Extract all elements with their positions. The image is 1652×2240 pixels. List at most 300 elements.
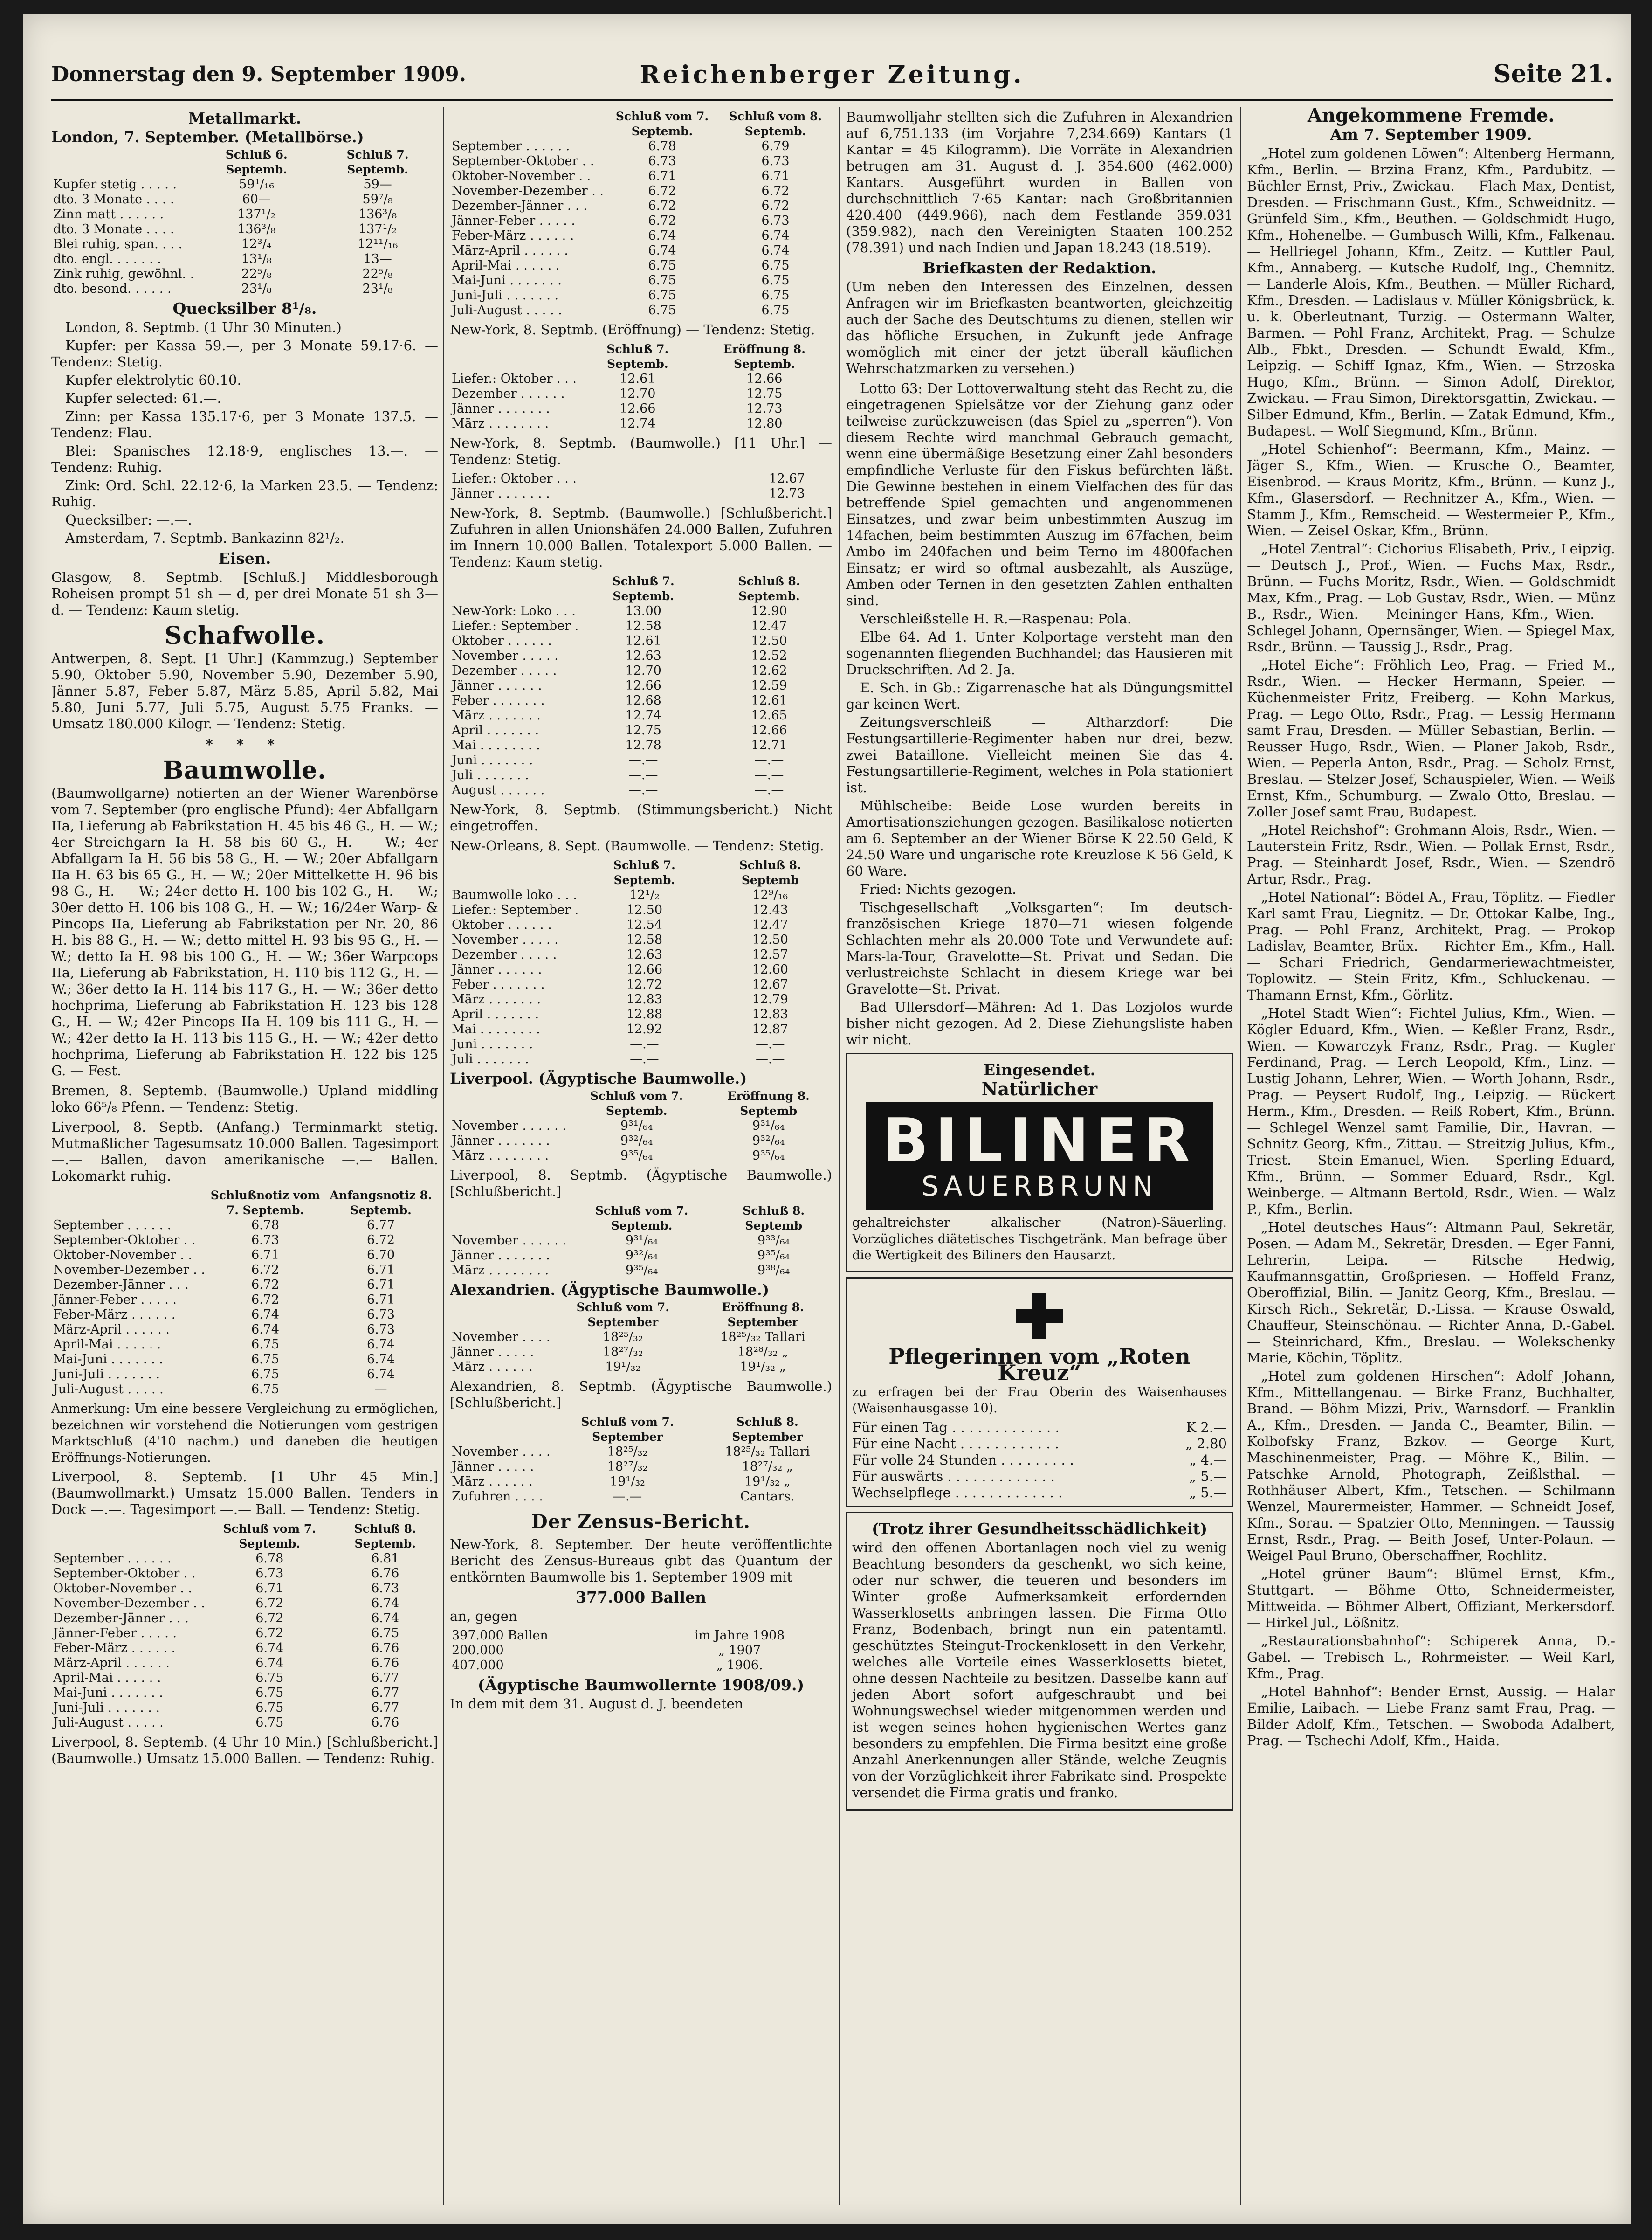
table-row: [450, 416, 832, 431]
london-metal-table: [51, 147, 438, 297]
row-value: 6.75: [648, 303, 676, 318]
price-label: Für auswärts . . . . . . . . . . . . .: [852, 1468, 1055, 1484]
table-row: [450, 1459, 832, 1474]
table-header: Schluß vom 7. September: [581, 1415, 674, 1444]
table-header-row: [450, 1089, 832, 1119]
newspaper-title: Reichenberger Zeitung.: [640, 61, 1025, 89]
table-header: Schluß vom 7. September: [576, 1300, 669, 1329]
row-value: 6.75: [761, 288, 790, 303]
row-value: 6.75: [371, 1626, 399, 1640]
row-value: —.—: [628, 768, 658, 782]
row-value: 6.75: [648, 273, 676, 288]
row-value: 6.72: [648, 214, 676, 228]
table-header: [450, 109, 606, 139]
trotz-ad: [846, 1512, 1233, 1811]
row-value: 12.66: [625, 678, 661, 693]
table-row: [450, 471, 832, 486]
list-item: „Hotel Schienhof“: Beermann, Kfm., Mainz. — Jäger S., Kfm., Wien. — Krusche O., Beamter, Eisenbrod. — Kraus Moritz, Kfm., Brünn. — Kunz J., Kfm., Glasersdorf. — Rechnitzer A., Kfm., Wien. — Stamm J., Kfm., Remscheid. — Westermeier P., Kfm., Wien. — Zeisel Oskar, Kfm., Brünn.: [1247, 441, 1615, 539]
row-value: 13.00: [625, 604, 661, 618]
list-item: „Hotel deutsches Haus“: Altmann Paul, Sekretär, Posen. — Adam M., Sekretär, Dresden. — Eger Fanni, Lehrerin, Leipa. — Ritsche Hedwig, Kaufmannsgattin, Großpriesen. — Hoffeld Franz, Oberoffizial, Bilin. — Janitz Georg, Kfm., Breslau. — Kirsch Rich., Sekretär, D.-Lissa. — Krause Oswald, Chauffeur, Steinschönau. — Richter Anna, D.-Gabel. — Steinrichard, Kfm., Breslau. — Wolekschenky Marie, Köchin, Töplitz.: [1247, 1219, 1615, 1366]
row-value: 12⁹/₁₆: [752, 888, 788, 902]
list-item: Elbe 64. Ad 1. Unter Kolportage versteht man den sogenannten fliegenden Buchhandel; das Hausieren mit Druckschriften. Ad 2. Ja.: [846, 629, 1233, 678]
table-row: [51, 1611, 438, 1626]
row-value: 6.75: [761, 303, 790, 318]
row-label: Dezember . . . . .: [452, 664, 557, 678]
table-row: [51, 1233, 438, 1248]
bremen-report: Bremen, 8. Septemb. (Baumwolle.) Upland middling loko 66⁵/₈ Pfenn. — Tendenz: Stetig.: [51, 1083, 438, 1115]
price-label: Für eine Nacht . . . . . . . . . . . .: [852, 1436, 1059, 1452]
row-value: Cantars.: [740, 1489, 795, 1504]
row-value: 6.75: [255, 1715, 284, 1730]
row-label: dto. 3 Monate . . . .: [53, 192, 174, 207]
row-label: September . . . . . .: [53, 1551, 172, 1566]
list-item: Quecksilber: —.—.: [65, 512, 192, 528]
row-value: 19¹/₃₂: [610, 1474, 645, 1489]
table-row: [450, 918, 832, 933]
table-header: Eröffnung 8. Septemb: [727, 1089, 810, 1118]
row-value: 6.74: [255, 1656, 284, 1670]
row-label: Jänner . . . . .: [452, 1459, 534, 1474]
table-row: [450, 738, 832, 753]
row-value: 6.73: [251, 1233, 280, 1247]
row-label: Liefer.: September .: [452, 903, 579, 917]
table-row: [450, 783, 832, 798]
table-row: [51, 1566, 438, 1581]
table-row: [51, 1656, 438, 1671]
row-value: 12³/₄: [241, 237, 272, 251]
table-row: [51, 1352, 438, 1367]
row-value: 6.75: [255, 1686, 284, 1700]
biliner-ad: [846, 1053, 1233, 1272]
table-header: Schluß 7. Septemb.: [606, 342, 669, 371]
table-header: Eröffnung 8. Septemb.: [723, 342, 805, 371]
row-value: 12.66: [620, 401, 656, 416]
row-label: Jänner . . . . . . .: [452, 486, 550, 501]
row-label: März . . . . . . .: [452, 708, 541, 723]
row-label: April-Mai . . . . . .: [53, 1337, 161, 1352]
neworleans-table: [450, 858, 832, 1067]
row-value: 12.88: [626, 1007, 663, 1022]
table-row: [450, 1360, 832, 1375]
row-value: 6.79: [761, 139, 790, 153]
row-value: 6.74: [366, 1367, 395, 1382]
row-label: Jänner-Feber . . . . .: [53, 1293, 177, 1307]
row-value: 6.71: [366, 1263, 395, 1277]
table-row: [450, 169, 832, 184]
table-row: [51, 1322, 438, 1337]
list-item: Amsterdam, 7. Septmb. Bankazinn 82¹/₂.: [65, 530, 344, 546]
row-value: 12.47: [751, 619, 787, 633]
table-row: [450, 634, 832, 649]
list-item: „Hotel Zentral“: Cichorius Elisabeth, Priv., Leipzig. — Deutsch J., Prof., Wien. — Fuchs Max, Rsdr., Brünn. — Fuchs Moritz, Rsdr., Wien. — Goldschmidt Max, Kfm., Prag. — Lob Gustav, Rsdr., Wien. — Münz B., Rsdr., Wien. — Meininger Hans, Kfm., Wien. — Schlegel Johann, Opernsänger, Wien. — Spiegel Max, Rsdr., Brünn. — Taussig J., Rsdr., Prag.: [1247, 541, 1615, 655]
column-1: [51, 107, 438, 2215]
list-item: Blei: Spanisches 12.18·9, englisches 13.—. — Tendenz: Ruhig.: [51, 443, 438, 475]
table-row: [51, 237, 438, 252]
row-value: 9³²/₆₄: [752, 1134, 785, 1148]
table-row: [450, 947, 832, 962]
glasgow-report: Glasgow, 8. Septmb. [Schluß.] Middlesborough Roheisen prompt 51 sh — d, per drei Monate 51 sh 3— d. — Tendenz: Kaum stetig.: [51, 569, 438, 618]
row-value: 18²⁸/₃₂ „: [737, 1345, 789, 1359]
table-header: [450, 1089, 568, 1119]
row-value: 6.72: [251, 1293, 280, 1307]
row-label: Juli . . . . . . .: [452, 768, 529, 782]
row-value: —: [374, 1382, 387, 1397]
row-label: März . . . . . . . .: [452, 1148, 549, 1163]
list-item: Bad Ullersdorf—Mähren: Ad 1. Das Lozjolos wurde bisher nicht gezogen. Ad 2. Diese Ziehungsliste haben wir nicht.: [846, 999, 1233, 1048]
price-value: „ 4.—: [1189, 1452, 1227, 1468]
row-value: 6.72: [251, 1278, 280, 1292]
row-value: 12.43: [752, 903, 788, 917]
row-label: Juli-August . . . . .: [53, 1382, 164, 1397]
row-label: New-York: Loko . . .: [452, 604, 576, 618]
list-item: „Hotel National“: Bödel A., Frau, Töplitz. — Fiedler Karl samt Frau, Liegnitz. — Dr. Ottokar Kalbe, Ing., Prag. — Pohl Franz, Architekt, Prag. — Prokop Ladislav, Beamter, Brüx. — Richter Em., Kfm., Hall. — Schari Friedrich, Gendarmeriewachtmeister, Toplowitz. — Stein Fritz, Kfm., Schluckenau. — Thamann Ernst, Kfm., Görlitz.: [1247, 889, 1615, 1003]
price-row: [852, 1452, 1227, 1468]
table-row: [450, 1134, 832, 1148]
neworleans-report: New-Orleans, 8. Sept. (Baumwolle. — Tendenz: Stetig.: [450, 838, 824, 854]
row-value: 12.80: [746, 416, 783, 431]
table-row: [450, 1330, 832, 1345]
garne-report: (Baumwollgarne) notierten an der Wiener Warenbörse vom 7. September (pro englische Pfund): 4er Abfallgarn IIa, Lieferung ab Fabrikstation H. 45 bis 46 G., H. — W.; 4er Streichgarn Ia H. 58 bis 60 G., H. — W.; 4er Abfallgarn Ia H. 56 bis 58 G., H. — W.; 20er Abfallgarn IIa H. 63 bis 65 G., H. — W.; 20er Mittelkette H. 96 bis 98 G., H. — W.; 24er detto H. 100 bis 102 G., H. — W.; 30er detto H. 106 bis 108 G., H. — W.; 16/24er Warp- & Pincops IIa, Lieferung ab Fabrikstation per Nr. 20, 86 H. bis 88 G., H. — W.; detto mittel H. 93 bis 95 G., H. — W.; detto Ia H. 98 bis 100 G., H. — W.; 36er Warpcops IIa, Lieferung ab Fabrikstation, H. 110 bis 112 G., H. — W.; 36er detto Ia H. 114 bis 117 G., H. — W.; 36er detto hochprima, Lieferung ab Fabrikstation H. 123 bis 128 G., H. — W.; 42er Pincops IIa H. 109 bis 111 G., H. — W.; 42er detto Ia H. 113 bis 115 G., H. — W.; 42er detto hochprima, Lieferung ab Fabrikstation H. 122 bis 125 G. — Fest.: [51, 785, 438, 1079]
row-value: 12.61: [751, 693, 787, 708]
row-label: Dezember-Jänner . . .: [53, 1611, 189, 1625]
row-label: 407.000: [452, 1658, 504, 1673]
table-row: [450, 1345, 832, 1360]
row-label: Feber . . . . . . .: [452, 977, 545, 992]
table-header: Schluß 7. Septemb.: [613, 858, 675, 887]
table-row: [450, 228, 832, 243]
table-row: [51, 1307, 438, 1322]
row-value: 6.75: [251, 1337, 280, 1352]
row-value: 18²⁷/₃₂ „: [742, 1459, 793, 1474]
row-label: Mai-Juni . . . . . . .: [452, 273, 562, 288]
row-value: 19¹/₃₂ „: [744, 1474, 791, 1489]
liverpool-table-2: [51, 1521, 438, 1730]
row-label: Baumwolle loko . . .: [452, 888, 578, 902]
table-row: [450, 1643, 832, 1658]
row-value: im Jahre 1908: [694, 1628, 785, 1643]
row-value: —.—: [754, 753, 784, 767]
row-value: 12.59: [751, 678, 787, 693]
price-row: [852, 1436, 1227, 1452]
row-value: 9³²/₆₄: [620, 1134, 653, 1148]
table-row: [450, 372, 832, 387]
table-row: [51, 1626, 438, 1641]
row-value: 12¹¹/₁₆: [357, 237, 398, 251]
list-item: Tischgesellschaft „Volksgarten“: Im deutsch-französischen Kriege 1870—71 wiesen folgende Schlachten mehr als 20.000 Tote und Verwundete auf: Mars-la-Tour, Gravelotte—St. Privat und Sedan. Die verlustreichste Schlacht in diesem Kriege war bei Gravelotte—St. Privat.: [846, 899, 1233, 997]
row-value: 6.78: [648, 139, 676, 153]
liverpool-egypt-table: [450, 1089, 832, 1163]
table-row: [450, 243, 832, 258]
row-value: 12.54: [626, 918, 663, 932]
table-row: [51, 1382, 438, 1397]
row-label: Dezember-Jänner . . .: [53, 1278, 189, 1292]
biliner-subbrand: SAUERBRUNN: [921, 1170, 1158, 1202]
red-cross-icon: [1016, 1293, 1063, 1339]
column-4: [1247, 107, 1615, 2215]
row-value: —.—: [754, 768, 784, 782]
price-value: K 2.—: [1186, 1419, 1227, 1435]
row-value: 6.74: [761, 228, 790, 243]
row-value: 12.61: [625, 634, 661, 648]
row-value: 9³³/₆₄: [757, 1233, 790, 1248]
table-header: Schluß 7. Septemb.: [346, 148, 409, 176]
biliner-text: gehaltreichster alkalischer (Natron)-Säuerling. Vorzügliches diätetisches Tischgetränk. Man befrage über die Wertigkeit des Biliners den Hausarzt.: [852, 1216, 1227, 1263]
row-label: September-Oktober . .: [53, 1233, 196, 1247]
baumwolle-title: Baumwolle.: [163, 756, 327, 785]
newyork-report-3: New-York, 8. Septmb. (Baumwolle.) [Schlußbericht.] Zufuhren in allen Unionshäfen 24.000 Ballen, Zufuhren im Innern 10.000 Ballen. Totalexport 5.000 Ballen. — Tendenz: Kaum stetig.: [450, 505, 832, 570]
table-row: [450, 1022, 832, 1037]
row-value: 59—: [363, 177, 392, 192]
row-label: Mai . . . . . . . .: [452, 738, 540, 753]
list-item: „Hotel Eiche“: Fröhlich Leo, Prag. — Fried M., Rsdr., Wien. — Hecker Hermann, Speier. — Küchenmeister Fritz, Freiberg. — Kohn Markus, Prag. — Lego Otto, Rsdr., Prag. — Lessig Hermann samt Frau, Dresden. — Müller Sebastian, Berlin. — Reusser Hugo, Rsdr., Wien. — Planer Jakob, Rsdr., Wien. — Peperla Anton, Rsdr., Prag. — Scholz Ernst, Breslau. — Stelzer Josef, Schauspieler, Wien. — Weiß Ernst, Kfm., Schumburg. — Zwalo Otto, Breslau. — Zoller Josef samt Frau, Budapest.: [1247, 657, 1615, 820]
newyork-table-3: [450, 574, 832, 798]
table-row: [51, 1263, 438, 1278]
row-value: 6.75: [251, 1367, 280, 1382]
row-label: Oktober-November . .: [53, 1581, 193, 1596]
price-label: Wechselpflege . . . . . . . . . . . . .: [852, 1485, 1063, 1500]
table-header: Schluß 8. Septemb.: [738, 574, 800, 603]
row-label: September . . . . . .: [452, 139, 570, 153]
table-row: [450, 708, 832, 723]
row-value: 6.72: [255, 1626, 284, 1640]
row-label: Zufuhren . . . .: [452, 1489, 543, 1504]
row-label: Juni-Juli . . . . . . .: [53, 1701, 160, 1715]
row-value: 136³/₈: [237, 222, 276, 236]
row-value: 6.76: [371, 1715, 399, 1730]
list-item: „Hotel zum goldenen Hirschen“: Adolf Johann, Kfm., Mittellangenau. — Birke Franz, Buchhalter, Brand. — Böhm Mizzi, Priv., Warnsdorf. — Franklin A., Kfm., Dresden. — Janda C., Beamter, Bilin. — Kolbofsky Franz, Bzkov. — George Kurt, Maschinenmeister, Prag. — Möhre K., Bilin. — Patschke Arnold, Photograph, Zeißlsthal. — Rothhäuser Albert, Kfm., Tetschen. — Schilmann Wenzel, Maurermeister, Hammer. — Schneidt Josef, Kfm., Sorau. — Spatzier Otto, Menningen. — Taussig Ernst, Rsdr., Prag. — Beith Josef, Unter-Polaun. — Weigel Paul Bruno, Oberschaffner, Rochlitz.: [1247, 1368, 1615, 1563]
row-value: 22⁵/₈: [241, 267, 272, 281]
fremde-date: Am 7. September 1909.: [1330, 125, 1532, 144]
list-item: London, 8. Septmb. (1 Uhr 30 Minuten.): [65, 319, 342, 335]
red-cross-ad: [846, 1277, 1233, 1507]
row-value: 9³¹/₆₄: [625, 1233, 658, 1248]
table-header: [450, 858, 580, 888]
metall-title: Metallmarkt.: [188, 109, 302, 127]
list-item: „Hotel grüner Baum“: Blümel Ernst, Kfm., Stuttgart. — Böhme Otto, Schneidermeister, Mittweida. — Böhmer Albert, Offiziant, Merkersdorf. — Hirkel Jul., Lößnitz.: [1247, 1566, 1615, 1631]
row-value: 6.71: [366, 1293, 395, 1307]
briefkasten-items: [846, 380, 1233, 1048]
row-value: 19¹/₃₂: [605, 1360, 641, 1374]
table-header: Schluß vom 7. Septemb.: [595, 1204, 688, 1232]
price-label: Für volle 24 Stunden . . . . . . . . .: [852, 1452, 1074, 1468]
list-item: „Hotel Bahnhof“: Bender Ernst, Aussig. — Halar Emilie, Laibach. — Liebe Franz samt Frau, Prag. — Bilder Adolf, Kfm., Tetschen. — Swoboda Adalbert, Prag. — Tschechi Adolf, Kfm., Haida.: [1247, 1684, 1615, 1749]
row-value: 12.72: [626, 977, 663, 992]
row-value: 6.72: [761, 199, 790, 213]
row-label: Mai-Juni . . . . . . .: [53, 1686, 163, 1700]
row-value: 6.78: [255, 1551, 284, 1566]
row-label: März . . . . . . .: [452, 992, 541, 1007]
row-value: 13¹/₈: [241, 252, 272, 266]
biliner-logo: [866, 1102, 1213, 1210]
table-header: Schluß vom 7. Septemb.: [615, 110, 709, 138]
row-value: —.—: [754, 783, 784, 797]
red-cross-title: Pflegerinnen vom „Roten Kreuz“: [888, 1344, 1191, 1385]
row-label: März . . . . . .: [452, 1474, 533, 1489]
row-value: 59⁷/₈: [362, 192, 393, 207]
row-value: 12.66: [746, 372, 783, 386]
row-value: 19¹/₃₂ „: [740, 1360, 786, 1374]
row-value: 12.90: [751, 604, 787, 618]
quecksilber-line: Quecksilber 8¹/₈.: [172, 299, 317, 318]
table-row: [450, 693, 832, 708]
eisen-title: Eisen.: [218, 549, 271, 567]
newyork-table-2: [450, 471, 832, 501]
row-label: Jänner . . . . . . .: [452, 1248, 550, 1263]
row-value: 12.83: [626, 992, 663, 1007]
list-item: E. Sch. in Gb.: Zigarrenasche hat als Düngungsmittel gar keinen Wert.: [846, 680, 1233, 712]
table-row: [450, 977, 832, 992]
table-row: [450, 619, 832, 634]
row-label: Feber-März . . . . . .: [452, 228, 574, 243]
row-value: „ 1906.: [716, 1658, 763, 1673]
table-header-row: [450, 1300, 832, 1330]
row-label: Jänner-Feber . . . . .: [452, 214, 575, 228]
table-header: [450, 574, 580, 604]
table-row: [51, 1581, 438, 1596]
table-header: Schluß 8. Septemb.: [354, 1522, 416, 1550]
row-label: 200.000: [452, 1643, 504, 1658]
row-value: 12.62: [751, 664, 787, 678]
table-row: [450, 678, 832, 693]
row-label: 397.000 Ballen: [452, 1628, 548, 1643]
table-header-row: [450, 1203, 832, 1233]
row-value: 60—: [242, 192, 271, 207]
table-header: [51, 147, 196, 177]
table-row: [450, 1007, 832, 1022]
price-value: „ 2.80: [1185, 1436, 1227, 1452]
zensus-text: New-York, 8. September. Der heute veröffentlichte Bericht des Zensus-Bureaus gibt das Quantum der entkörnten Baumwolle bis 1. September 1909 mit: [450, 1536, 832, 1585]
table-header-row: [51, 1188, 438, 1218]
row-value: 6.77: [366, 1218, 395, 1232]
table-row: [450, 992, 832, 1007]
row-value: 18²⁵/₃₂ Tallari: [725, 1445, 810, 1459]
list-item: „Hotel Reichshof“: Grohmann Alois, Rsdr., Wien. — Lauterstein Fritz, Rsdr., Wien. — Pollak Ernst, Rsdr., Prag. — Steinhardt Josef, Rsdr., Wien. — Szendrö Artur, Rsdr., Prag.: [1247, 822, 1615, 887]
liverpool-egypt-heading-2: Liverpool, 8. Septmb. (Ägyptische Baumwolle.) [Schlußbericht.]: [450, 1167, 832, 1199]
price-row: [852, 1468, 1227, 1485]
row-label: November . . . . .: [452, 933, 558, 947]
schafwolle-title: Schafwolle.: [164, 622, 325, 650]
row-value: 12.63: [625, 649, 661, 663]
row-value: 6.75: [255, 1701, 284, 1715]
row-value: 9³⁵/₆₄: [625, 1263, 658, 1278]
row-value: 6.74: [366, 1337, 395, 1352]
table-row: [450, 1119, 832, 1134]
row-value: 6.75: [761, 273, 790, 288]
row-value: 12.58: [626, 933, 663, 947]
row-value: 6.71: [255, 1581, 284, 1596]
row-value: 6.72: [648, 199, 676, 213]
row-label: Mai-Juni . . . . . . .: [53, 1352, 163, 1367]
row-label: Juli . . . . . . .: [452, 1052, 529, 1066]
table-row: [450, 214, 832, 228]
row-value: 6.76: [371, 1641, 399, 1655]
row-label: August . . . . . .: [452, 783, 545, 797]
row-value: 6.72: [255, 1596, 284, 1611]
table-row: [51, 267, 438, 282]
row-value: 12.78: [625, 738, 661, 753]
row-value: 6.75: [255, 1671, 284, 1685]
row-label: Oktober . . . . . .: [452, 918, 552, 932]
row-value: 12.74: [620, 416, 656, 431]
aeg-title: (Ägyptische Baumwollernte 1908/09.): [477, 1676, 805, 1694]
table-row: [450, 139, 832, 154]
list-item: „Hotel zum goldenen Löwen“: Altenberg Hermann, Kfm., Berlin. — Brzina Franz, Kfm., Pardubitz. — Büchler Ernst, Priv., Zwickau. — Flach Max, Dentist, Dresden. — Frischmann Gust., Kfm., Schweidnitz. — Grünfeld Sim., Kfm., Beuthen. — Goldschmidt Hugo, Kfm., Hohenelbe. — Gumbusch Willi, Kfm., Falkenau. — Hellriegel Johann, Kfm., Zeitz. — Kuttler Paul, Kfm., Annaberg. — Kutsche Rudolf, Ing., Chemnitz. — Landerle Alois, Kfm., Beuthen. — Müller Richard, Kfm., Dresden. — Ladislaus v. Müller Königsbrück, k. u. k. Oberleutnant, Turzig. — Ostermann Walter, Barmen. — Pohl Franz, Architekt, Prag. — Schulze Alb., Fbkt., Dresden. — Schundt Ewald, Kfm., Leipzig. — Schiff Ignaz, Kfm., Wien. — Strzoska Hugo, Kfm., Brünn. — Simon Adolf, Direktor, Zwickau. — Frau Simon, Direktorsgattin, Zwickau. — Silber Edmund, Kfm., Berlin. — Zatak Edmund, Kfm., Budapest. — Wolf Siegmund, Kfm., Brünn.: [1247, 145, 1615, 439]
table-row: [450, 1263, 832, 1278]
row-value: 9³⁵/₆₄: [620, 1148, 653, 1163]
row-value: „ 1907: [718, 1643, 761, 1658]
row-label: April . . . . . . .: [452, 723, 539, 738]
table-header: Eröffnung 8. September: [722, 1300, 804, 1329]
table-row: [450, 723, 832, 738]
row-value: 12.68: [625, 693, 661, 708]
newyork-report-2: New-York, 8. Septmb. (Baumwolle.) [11 Uhr.] — Tendenz: Stetig.: [450, 435, 832, 467]
row-label: April-Mai . . . . . .: [452, 258, 560, 273]
row-value: 6.72: [648, 184, 676, 198]
table-header-row: [450, 858, 832, 888]
row-value: 12.61: [620, 372, 656, 386]
eingesendet-label: Eingesendet.: [983, 1061, 1096, 1079]
row-value: 9³⁵/₆₄: [752, 1148, 785, 1163]
list-item: Zink: Ord. Schl. 22.12·6, la Marken 23.5. — Tendenz: Ruhig.: [51, 477, 438, 510]
row-label: März-April . . . . . .: [452, 243, 568, 258]
row-value: —.—: [628, 753, 658, 767]
table-row: [450, 903, 832, 918]
row-label: Jänner . . . . . .: [452, 678, 542, 693]
row-label: Juni . . . . . . .: [452, 1037, 533, 1051]
row-label: Dezember . . . . . .: [452, 387, 565, 401]
column-rule: [443, 107, 444, 2205]
row-value: 6.74: [648, 228, 676, 243]
newspaper-page: [23, 14, 1631, 2224]
table-row: [450, 303, 832, 318]
row-value: 12.71: [751, 738, 787, 753]
row-value: 6.75: [648, 258, 676, 273]
row-label: Juni . . . . . . .: [452, 753, 533, 767]
newyork-report-4: New-York, 8. Septmb. (Stimmungsbericht.) Nicht eingetroffen.: [450, 802, 832, 834]
list-item: „Restaurationsbahnhof“: Schiperek Anna, D.-Gabel. — Trebisch L., Rohrmeister. — Weil Karl, Kfm., Prag.: [1247, 1633, 1615, 1681]
table-header: [450, 342, 578, 372]
row-value: 9³¹/₆₄: [620, 1119, 653, 1133]
table-header: Schluß 6. Septemb.: [225, 148, 288, 176]
row-value: 6.76: [371, 1566, 399, 1581]
red-cross-sub: zu erfragen bei der Frau Oberin des Waisenhauses (Waisenhausgasse 10).: [852, 1385, 1227, 1416]
row-label: November . . . . .: [452, 649, 558, 663]
table-row: [450, 1248, 832, 1263]
table-row: [51, 192, 438, 207]
row-value: 12.66: [626, 962, 663, 977]
table-row: [450, 753, 832, 768]
row-label: Jänner . . . . . .: [452, 962, 542, 977]
row-label: Liefer.: Oktober . . .: [452, 471, 577, 486]
antwerpen-report: Antwerpen, 8. Sept. [1 Uhr.] (Kammzug.) September 5.90, Oktober 5.90, November 5.90, Dezember 5.90, Jänner 5.87, Feber 5.87, März 5.85, April 5.82, Mai 5.80, Juni 5.77, Juli 5.75, August 5.75 Franks. — Umsatz 180.000 Kilogr. — Tendenz: Stetig.: [51, 650, 438, 732]
row-value: 6.73: [366, 1307, 395, 1322]
price-label: Für einen Tag . . . . . . . . . . . . .: [852, 1419, 1060, 1435]
table-row: [450, 1037, 832, 1052]
row-value: 6.73: [371, 1581, 399, 1596]
row-value: 6.74: [371, 1596, 399, 1611]
liverpool-report-1: Liverpool, 8. Septb. (Anfang.) Terminmarkt stetig. Mutmaßlicher Tagesumsatz 10.000 Ballen. Tagesimport —.— Ballen, davon amerikanische —.— Ballen. Lokomarkt ruhig.: [51, 1119, 438, 1184]
table-header-row: [450, 342, 832, 372]
row-label: November . . . .: [452, 1445, 551, 1459]
row-value: 6.76: [371, 1656, 399, 1670]
row-value: 6.74: [648, 243, 676, 258]
row-value: 9³²/₆₄: [625, 1248, 658, 1263]
table-row: [51, 1686, 438, 1701]
list-item: Lotto 63: Der Lottoverwaltung steht das Recht zu, die eingetragenen Spielsätze vor der Ziehung ganz oder teilweise zurückzuweisen (das Spiel zu „sperren“). Von diesem Rechte wird manchmal Gebrauch gemacht, wenn eine übermäßige Besetzung einer Zahl besonders empfindliche Verluste für den Fiskus befürchten läßt. Die Gewinne bestehen in einem Vielfachen des für das betreffende Spiel gemachten und angenommenen Einsatzes, und zwar beim unbestimmten Auszug im 14fachen, beim bestimmten Auszug im 67fachen, beim Ambo im 240fachen und beim Terno im 4800fachen Einsatz; er wird so oftmal ausbezahlt, als Auszüge, Amben oder Ternen in den gesetzten Zahlen enthalten sind.: [846, 380, 1233, 608]
table-row: [450, 1628, 832, 1643]
row-value: 18²⁵/₃₂ Tallari: [720, 1330, 805, 1344]
table-header-row: [450, 109, 832, 139]
